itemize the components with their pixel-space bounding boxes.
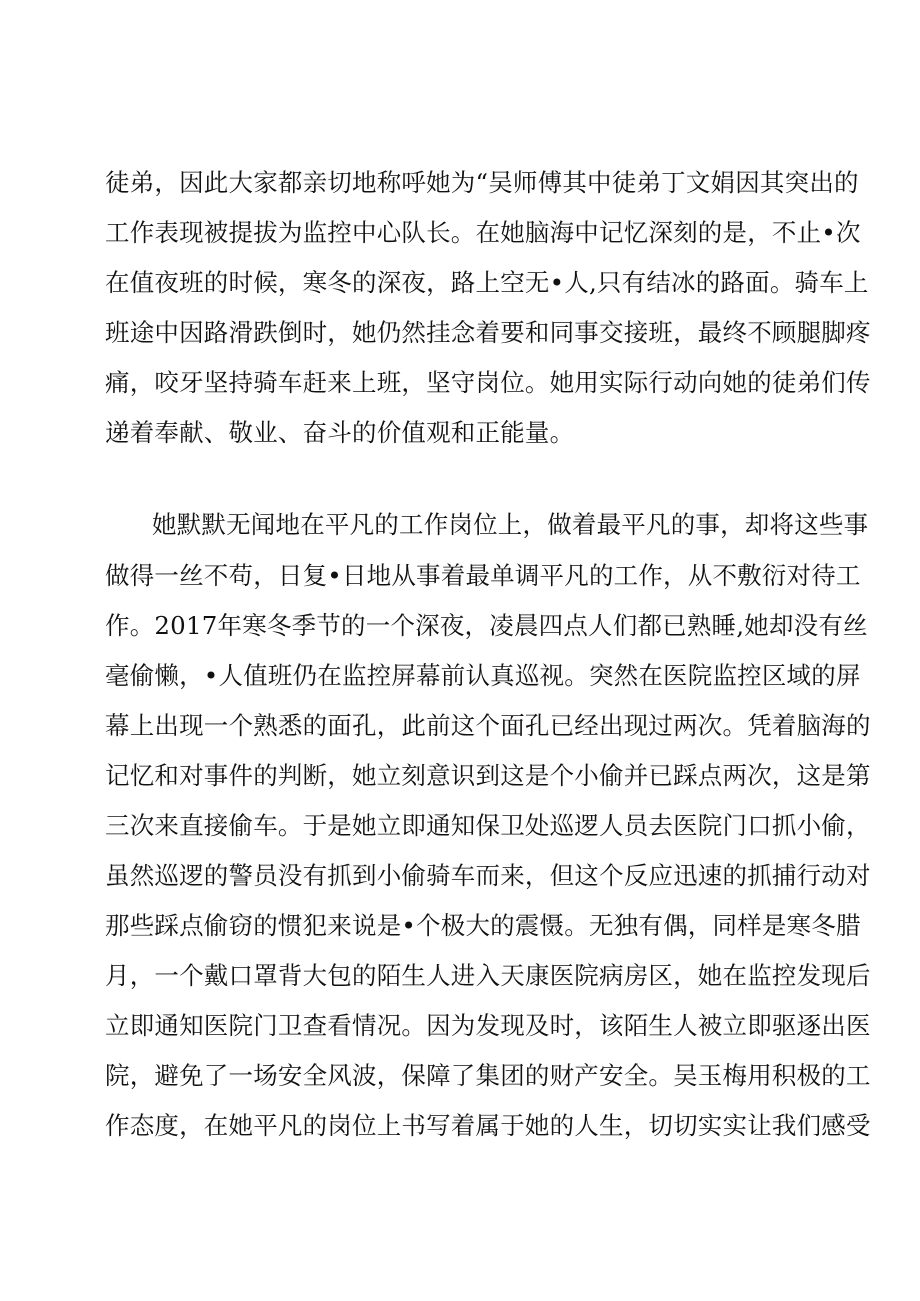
text-line: 三次来直接偷车。于是她立即通知保卫处巡逻人员去医院门口抓小偷， xyxy=(105,811,871,840)
text-line: 幕上出现一个熟悉的面孔，此前这个面孔已经出现过两次。凭着脑海的 xyxy=(105,711,871,740)
text-line: 在值夜班的时候，寒冬的深夜，路上空无•人,只有结冰的路面。骑车上 xyxy=(105,268,869,297)
text-line: 月，一个戴口罩背大包的陌生人进入天康医院病房区，她在监控发现后 xyxy=(105,961,871,990)
text-line: 徒弟，因此大家都亲切地称呼她为“吴师傅其中徒弟丁文娟因其突出的 xyxy=(105,168,859,197)
text-line: 虽然巡逻的警员没有抓到小偷骑车而来，但这个反应迅速的抓捕行动对 xyxy=(105,861,871,890)
text-line: 作态度，在她平凡的岗位上书写着属于她的人生，切切实实让我们感受 xyxy=(105,1111,871,1140)
text-line: 班途中因路滑跌倒时，她仍然挂念着要和同事交接班，最终不顾腿脚疼 xyxy=(105,318,871,347)
text-line: 那些踩点偷窃的惯犯来说是•个极大的震慑。无独有偶，同样是寒冬腊 xyxy=(105,911,861,940)
text-line: 痛，咬牙坚持骑车赶来上班，坚守岗位。她用实际行动向她的徒弟们传 xyxy=(105,368,871,397)
text-line: 工作表现被提拔为监控中心队长。在她脑海中记忆深刻的是，不止•次 xyxy=(105,218,861,247)
text-line: 作。2017年寒冬季节的一个深夜，凌晨四点人们都已熟睡,她却没有丝 xyxy=(105,611,868,640)
text-line: 递着奉献、敬业、奋斗的价值观和正能量。 xyxy=(105,418,575,447)
text-line: 立即通知医院门卫查看情况。因为发现及时，该陌生人被立即驱逐出医 xyxy=(105,1011,871,1040)
text-line: 记忆和对事件的判断，她立刻意识到这是个小偷并已踩点两次，这是第 xyxy=(105,761,871,790)
text-line: 做得一丝不苟，日复•日地从事着最单调平凡的工作，从不敷衍对待工 xyxy=(105,561,861,590)
text-line: 她默默无闻地在平凡的工作岗位上，做着最平凡的事，却将这些事 xyxy=(152,510,869,539)
text-line: 毫偷懒，•人值班仍在监控屏幕前认真巡视。突然在医院监控区域的屏 xyxy=(105,661,861,690)
text-line: 院，避免了一场安全风波，保障了集团的财产安全。吴玉梅用积极的工 xyxy=(105,1061,871,1090)
